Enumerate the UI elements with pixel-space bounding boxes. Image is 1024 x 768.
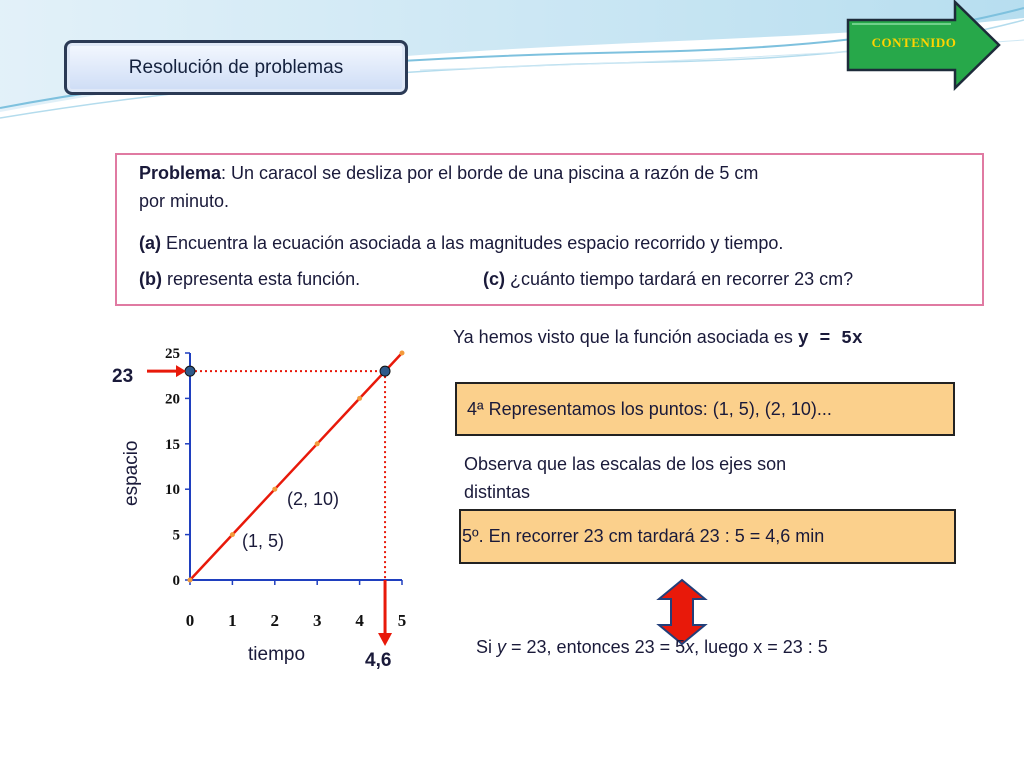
marker-4-6-label: 4,6 xyxy=(365,650,392,671)
data-point xyxy=(400,351,405,356)
x-tick-label: 1 xyxy=(228,611,237,630)
question-c-text: ¿cuánto tiempo tardará en recorrer 23 cm? xyxy=(505,269,854,289)
y-tick-label: 5 xyxy=(172,527,180,544)
x-tick-label: 0 xyxy=(185,611,195,630)
marker-point-4-6-23 xyxy=(380,366,390,376)
y-tick-label: 0 xyxy=(172,573,180,589)
step-5-box: 5º. En recorrer 23 cm tardará 23 : 5 = 4,6 min xyxy=(459,509,956,564)
marker-23-label: 23 xyxy=(112,366,134,387)
data-point xyxy=(188,578,193,583)
question-a-text: Encuentra la ecuación asociada a las magnitudes espacio recorrido y tiempo. xyxy=(161,233,784,253)
question-a-label: (a) xyxy=(139,233,161,253)
question-b-label: (b) xyxy=(139,269,162,289)
question-c-label: (c) xyxy=(483,269,505,289)
data-point xyxy=(315,441,320,446)
point-annotation-2-10: (2, 10) xyxy=(287,489,340,509)
y-axis-label: espacio xyxy=(121,440,142,506)
x-tick-label: 2 xyxy=(270,611,280,630)
data-point xyxy=(357,396,362,401)
step-4-box: 4ª Representamos los puntos: (1, 5), (2, 10)... xyxy=(455,382,955,436)
y-tick-label: 20 xyxy=(165,391,180,408)
page-title: Resolución de problemas xyxy=(64,40,408,95)
point-annotation-1-5: (1, 5) xyxy=(242,531,285,551)
x-tick-label: 5 xyxy=(397,611,407,630)
function-intro-text: Ya hemos visto que la función asociada es xyxy=(453,327,798,347)
solution-mid: = 23, entonces 23 = 5 xyxy=(506,637,686,657)
function-formula: y = 5x xyxy=(797,329,863,349)
contenido-label[interactable]: CONTENIDO xyxy=(871,35,957,50)
observe-line-2: distintas xyxy=(464,482,531,502)
arrow-23-head xyxy=(176,365,186,377)
solution-end: , luego x = 23 : 5 xyxy=(694,637,828,657)
problem-text-1: : Un caracol se desliza por el borde de una piscina a razón de 5 cm xyxy=(221,163,759,183)
solution-y-var: y xyxy=(497,637,507,657)
x-tick-label: 4 xyxy=(355,611,364,630)
series-line-y-5x xyxy=(190,353,402,580)
y-tick-label: 15 xyxy=(165,436,180,453)
y-tick-label: 10 xyxy=(165,482,180,499)
problem-label: Problema xyxy=(139,163,222,183)
problem-line-2: por minuto. xyxy=(139,191,230,211)
arrow-4-6-head xyxy=(378,633,392,646)
data-point xyxy=(230,532,235,537)
question-b-text: representa esta función. xyxy=(161,269,361,289)
x-tick-label: 3 xyxy=(312,611,322,630)
y-tick-label: 25 xyxy=(165,346,180,362)
x-axis-label: tiempo xyxy=(248,644,306,665)
marker-y-23 xyxy=(185,366,195,376)
data-point xyxy=(272,487,277,492)
solution-x-var: x xyxy=(685,637,695,657)
solution-prefix: Si xyxy=(476,637,498,657)
observe-line-1: Observa que las escalas de los ejes son xyxy=(464,454,787,474)
